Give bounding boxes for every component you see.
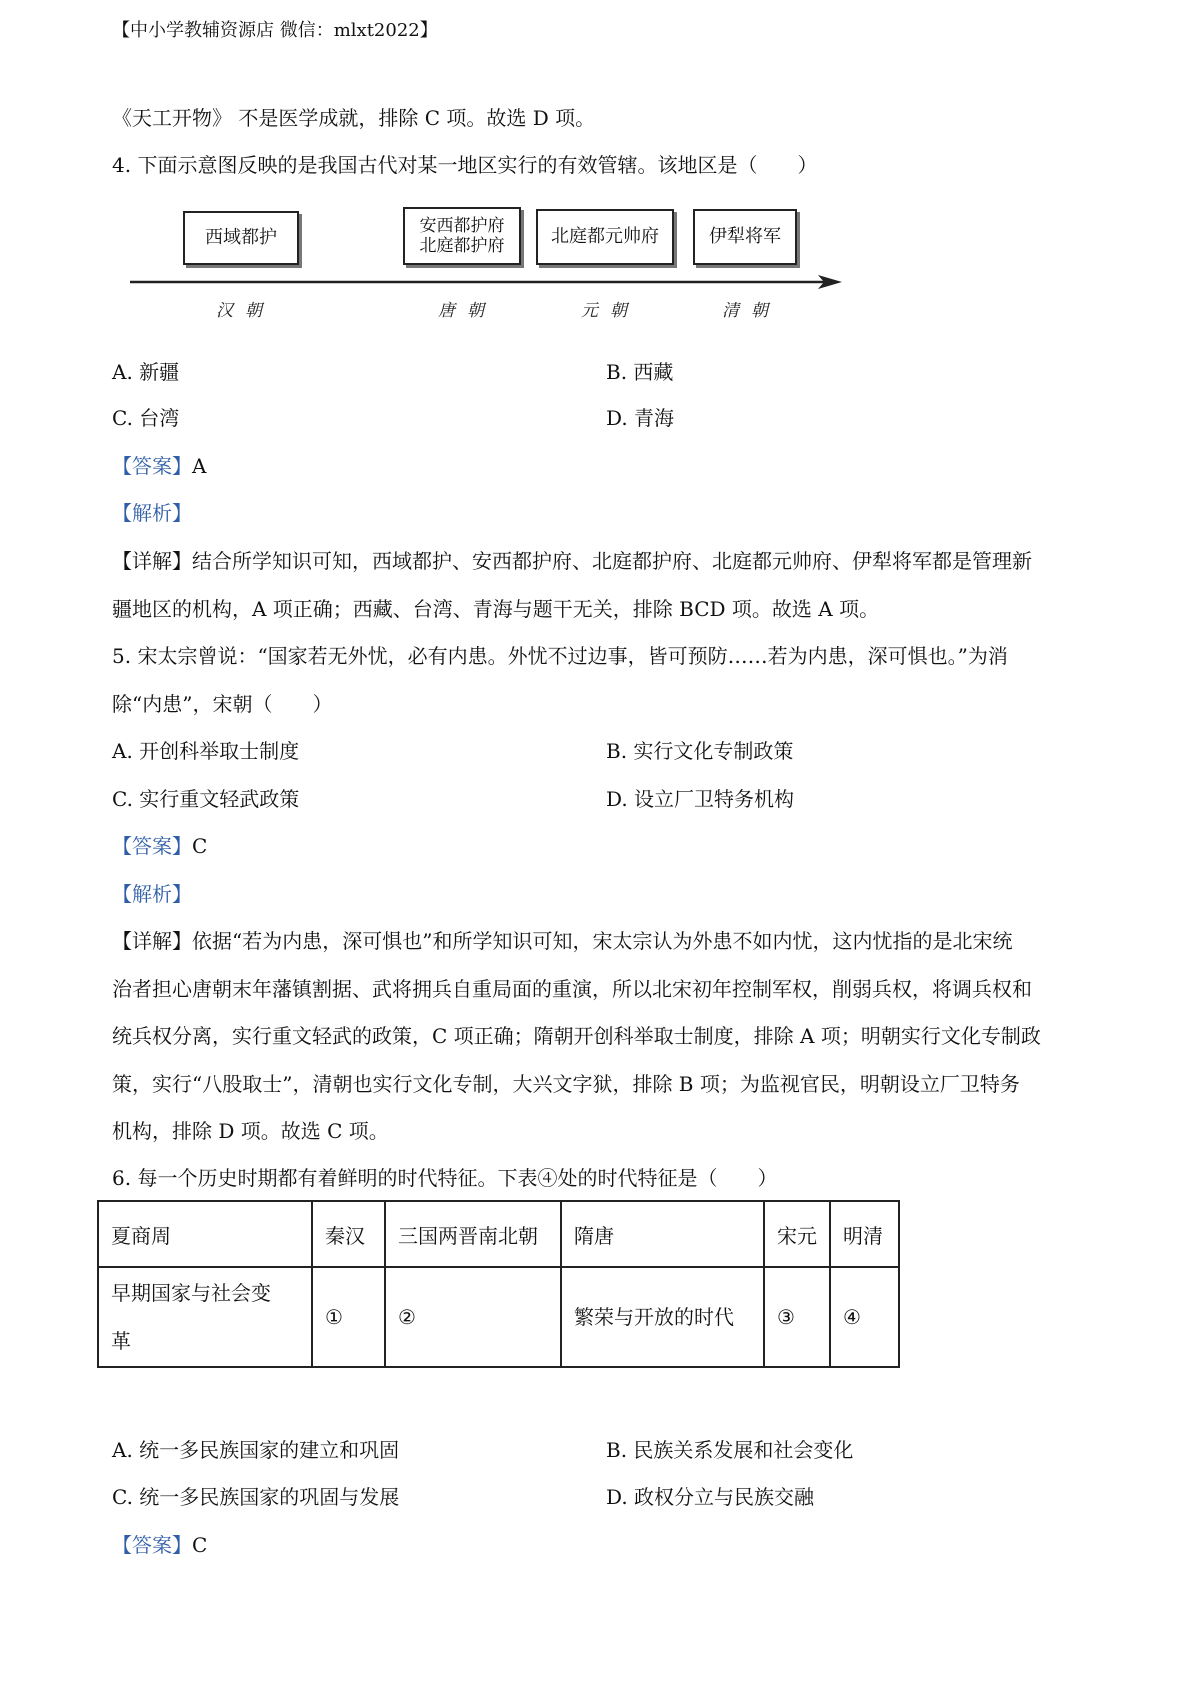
q6-stem: 6. 每一个历史时期都有着鲜明的时代特征。下表④处的时代特征是（ ）: [112, 1166, 778, 1190]
table-row: [98, 1267, 899, 1367]
q4-timeline-arrow: [130, 272, 842, 292]
q4-answer-value: A: [192, 454, 207, 478]
previous-answer-tail: 《天工开物》 不是医学成就，排除 C 项。故选 D 项。: [112, 106, 596, 130]
q5-answer-tag: 【答案】: [112, 834, 192, 858]
table-cell: ①: [312, 1267, 385, 1367]
q5-answer-value: C: [192, 834, 208, 858]
table-header-cell: 明清: [830, 1201, 899, 1267]
q4-era-tang: 唐朝: [438, 301, 496, 321]
q4-option-d: D. 青海: [606, 406, 675, 430]
q6-answer-value: C: [192, 1533, 208, 1557]
table-cell-text: 早期国家与社会变革: [111, 1281, 271, 1353]
table-header-cell: 夏商周: [98, 1201, 312, 1267]
q4-detail-line-1: [112, 551, 1032, 571]
q4-box-qing: [693, 209, 797, 265]
q5-stem-line-1: 5. 宋太宗曾说：“国家若无外忧，必有内患。外忧不过边事，皆可预防……若为内患，深可惧也。”为消: [112, 644, 1008, 668]
q6-option-d: D. 政权分立与民族交融: [606, 1485, 815, 1509]
q5-option-d: D. 设立厂卫特务机构: [606, 787, 795, 811]
q6-answer-line: [112, 1535, 207, 1555]
q4-era-qing: 清朝: [722, 301, 780, 321]
table-cell: ③: [764, 1267, 830, 1367]
q6-option-c: C. 统一多民族国家的巩固与发展: [112, 1485, 400, 1509]
q5-option-a: A. 开创科举取士制度: [112, 739, 300, 763]
q4-option-b: B. 西藏: [606, 360, 674, 384]
q5-detail-line-1: [112, 931, 1012, 951]
q4-option-a: A. 新疆: [112, 360, 180, 384]
table-header-row: [98, 1201, 899, 1267]
q4-box-han: [183, 211, 299, 265]
table-header-cell: 秦汉: [312, 1201, 385, 1267]
q6-era-table: [97, 1200, 900, 1368]
q5-detail-line-4: 策，实行“八股取士”，清朝也实行文化专制，大兴文字狱，排除 B 项；为监视官民，明朝设立厂卫特务: [112, 1072, 1020, 1096]
q4-answer-tag: 【答案】: [112, 454, 192, 478]
q4-era-han: 汉朝: [216, 301, 274, 321]
header-note: 【中小学教辅资源店 微信：mlxt2022】: [112, 20, 438, 41]
q4-answer-line: [112, 456, 206, 476]
q5-analysis-tag: 【解析】: [112, 882, 192, 906]
q6-option-b: B. 民族关系发展和社会变化: [606, 1438, 854, 1462]
table-cell: ④: [830, 1267, 899, 1367]
q5-option-c: C. 实行重文轻武政策: [112, 787, 300, 811]
table-cell: [98, 1267, 312, 1367]
table-header-cell: 隋唐: [561, 1201, 764, 1267]
q4-box-yuan: [536, 209, 674, 265]
q5-stem-line-2: 除“内患”，宋朝（ ）: [112, 692, 333, 716]
q4-era-yuan: 元朝: [581, 301, 639, 321]
q4-box-tang: [403, 207, 521, 265]
q4-detail-line-2: 疆地区的机构，A 项正确；西藏、台湾、青海与题干无关，排除 BCD 项。故选 A 项。: [112, 597, 880, 621]
q4-option-c: C. 台湾: [112, 406, 180, 430]
q4-box-tang-label-1: 安西都护府: [419, 215, 505, 236]
q4-box-tang-label-2: 北庭都护府: [419, 236, 505, 256]
table-cell: [561, 1267, 764, 1367]
q4-analysis-tag: 【解析】: [112, 501, 192, 525]
q4-box-qing-label: 伊犁将军: [709, 226, 781, 248]
q5-answer-line: [112, 836, 207, 856]
table-header-cell: 三国两晋南北朝: [385, 1201, 561, 1267]
table-cell: ②: [385, 1267, 561, 1367]
q4-stem: 4. 下面示意图反映的是我国古代对某一地区实行的有效管辖。该地区是（ ）: [112, 153, 818, 177]
q5-detail-line-3: 统兵权分离，实行重文轻武的政策，C 项正确；隋朝开创科举取士制度，排除 A 项；明朝实行文化专制政: [112, 1024, 1041, 1048]
q5-detail-tag: 【详解】: [112, 929, 192, 953]
q6-option-a: A. 统一多民族国家的建立和巩固: [112, 1438, 400, 1462]
q6-answer-tag: 【答案】: [112, 1533, 192, 1557]
q4-box-yuan-label: 北庭都元帅府: [551, 226, 659, 248]
q5-detail-text-1: 依据“若为内患，深可惧也”和所学知识可知，宋太宗认为外患不如内忧，这内忧指的是北宋统: [192, 929, 1013, 953]
q4-detail-tag: 【详解】: [112, 549, 192, 573]
q4-box-han-label: 西域都护: [205, 227, 277, 249]
q5-option-b: B. 实行文化专制政策: [606, 739, 794, 763]
table-cell-text: 繁荣与开放的时代: [574, 1305, 734, 1329]
table-header-cell: 宋元: [764, 1201, 830, 1267]
q5-detail-line-2: 治者担心唐朝末年藩镇割据、武将拥兵自重局面的重演，所以北宋初年控制军权，削弱兵权，将调兵权和: [112, 977, 1032, 1001]
q5-detail-line-5: 机构，排除 D 项。故选 C 项。: [112, 1119, 389, 1143]
q4-detail-text-1: 结合所学知识可知，西域都护、安西都护府、北庭都护府、北庭都元帅府、伊犁将军都是管理新: [192, 549, 1032, 573]
